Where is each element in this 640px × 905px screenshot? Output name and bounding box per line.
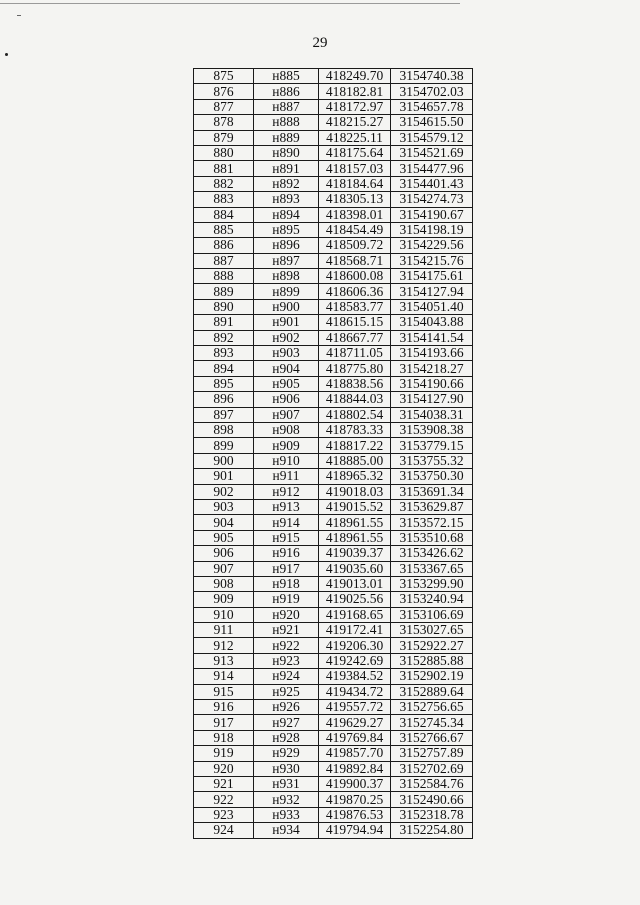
point-id-cell: н919 <box>254 592 319 607</box>
point-id-cell: н903 <box>254 346 319 361</box>
row-number-cell: 888 <box>194 269 254 284</box>
y-coordinate-cell: 3153027.65 <box>391 623 473 638</box>
row-number-cell: 903 <box>194 499 254 514</box>
point-id-cell: н933 <box>254 807 319 822</box>
y-coordinate-cell: 3154274.73 <box>391 192 473 207</box>
x-coordinate-cell: 419629.27 <box>319 715 391 730</box>
y-coordinate-cell: 3154198.19 <box>391 222 473 237</box>
table-row <box>194 330 473 345</box>
row-number-cell: 906 <box>194 546 254 561</box>
y-coordinate-cell: 3154193.66 <box>391 346 473 361</box>
row-number-cell: 912 <box>194 638 254 653</box>
x-coordinate-cell: 418175.64 <box>319 145 391 160</box>
y-coordinate-cell: 3152254.80 <box>391 823 473 838</box>
y-coordinate-cell: 3152584.76 <box>391 776 473 791</box>
table-row <box>194 684 473 699</box>
x-coordinate-cell: 418817.22 <box>319 438 391 453</box>
x-coordinate-cell: 419172.41 <box>319 623 391 638</box>
y-coordinate-cell: 3153629.87 <box>391 499 473 514</box>
table-row <box>194 669 473 684</box>
table-row <box>194 730 473 745</box>
y-coordinate-cell: 3153755.32 <box>391 453 473 468</box>
x-coordinate-cell: 419434.72 <box>319 684 391 699</box>
table-row <box>194 130 473 145</box>
row-number-cell: 892 <box>194 330 254 345</box>
y-coordinate-cell: 3153367.65 <box>391 561 473 576</box>
y-coordinate-cell: 3154127.90 <box>391 392 473 407</box>
table-row <box>194 69 473 84</box>
point-id-cell: н889 <box>254 130 319 145</box>
point-id-cell: н895 <box>254 222 319 237</box>
x-coordinate-cell: 418965.32 <box>319 469 391 484</box>
y-coordinate-cell: 3152885.88 <box>391 653 473 668</box>
point-id-cell: н922 <box>254 638 319 653</box>
row-number-cell: 885 <box>194 222 254 237</box>
table-row <box>194 284 473 299</box>
table-row <box>194 453 473 468</box>
y-coordinate-cell: 3154215.76 <box>391 253 473 268</box>
x-coordinate-cell: 418885.00 <box>319 453 391 468</box>
x-coordinate-cell: 418184.64 <box>319 176 391 191</box>
x-coordinate-cell: 419557.72 <box>319 700 391 715</box>
x-coordinate-cell: 418600.08 <box>319 269 391 284</box>
x-coordinate-cell: 418305.13 <box>319 192 391 207</box>
point-id-cell: н921 <box>254 623 319 638</box>
row-number-cell: 916 <box>194 700 254 715</box>
x-coordinate-cell: 418844.03 <box>319 392 391 407</box>
point-id-cell: н893 <box>254 192 319 207</box>
row-number-cell: 886 <box>194 238 254 253</box>
y-coordinate-cell: 3154190.67 <box>391 207 473 222</box>
table-row <box>194 115 473 130</box>
point-id-cell: н897 <box>254 253 319 268</box>
table-row <box>194 653 473 668</box>
x-coordinate-cell: 418509.72 <box>319 238 391 253</box>
row-number-cell: 915 <box>194 684 254 699</box>
x-coordinate-cell: 418182.81 <box>319 84 391 99</box>
row-number-cell: 921 <box>194 776 254 791</box>
table-row <box>194 546 473 561</box>
top-rule <box>0 3 460 4</box>
point-id-cell: н915 <box>254 530 319 545</box>
y-coordinate-cell: 3154043.88 <box>391 315 473 330</box>
point-id-cell: н890 <box>254 145 319 160</box>
y-coordinate-cell: 3154038.31 <box>391 407 473 422</box>
row-number-cell: 914 <box>194 669 254 684</box>
table-row <box>194 823 473 838</box>
row-number-cell: 894 <box>194 361 254 376</box>
y-coordinate-cell: 3154657.78 <box>391 99 473 114</box>
x-coordinate-cell: 419900.37 <box>319 776 391 791</box>
x-coordinate-cell: 418583.77 <box>319 299 391 314</box>
table-row <box>194 176 473 191</box>
row-number-cell: 907 <box>194 561 254 576</box>
table-row <box>194 638 473 653</box>
row-number-cell: 922 <box>194 792 254 807</box>
table-row <box>194 746 473 761</box>
point-id-cell: н896 <box>254 238 319 253</box>
y-coordinate-cell: 3152702.69 <box>391 761 473 776</box>
point-id-cell: н894 <box>254 207 319 222</box>
y-coordinate-cell: 3152902.19 <box>391 669 473 684</box>
x-coordinate-cell: 418838.56 <box>319 376 391 391</box>
point-id-cell: н932 <box>254 792 319 807</box>
row-number-cell: 891 <box>194 315 254 330</box>
point-id-cell: н930 <box>254 761 319 776</box>
row-number-cell: 887 <box>194 253 254 268</box>
point-id-cell: н929 <box>254 746 319 761</box>
x-coordinate-cell: 418961.55 <box>319 515 391 530</box>
table-row <box>194 161 473 176</box>
y-coordinate-cell: 3154477.96 <box>391 161 473 176</box>
point-id-cell: н914 <box>254 515 319 530</box>
y-coordinate-cell: 3154218.27 <box>391 361 473 376</box>
table-row <box>194 392 473 407</box>
y-coordinate-cell: 3152757.89 <box>391 746 473 761</box>
row-number-cell: 879 <box>194 130 254 145</box>
x-coordinate-cell: 419857.70 <box>319 746 391 761</box>
y-coordinate-cell: 3152889.64 <box>391 684 473 699</box>
coordinates-table <box>193 68 473 839</box>
x-coordinate-cell: 419015.52 <box>319 499 391 514</box>
x-coordinate-cell: 419168.65 <box>319 607 391 622</box>
point-id-cell: н906 <box>254 392 319 407</box>
table-row <box>194 299 473 314</box>
point-id-cell: н892 <box>254 176 319 191</box>
row-number-cell: 900 <box>194 453 254 468</box>
row-number-cell: 895 <box>194 376 254 391</box>
x-coordinate-cell: 418802.54 <box>319 407 391 422</box>
row-number-cell: 918 <box>194 730 254 745</box>
row-number-cell: 901 <box>194 469 254 484</box>
point-id-cell: н891 <box>254 161 319 176</box>
point-id-cell: н911 <box>254 469 319 484</box>
table-row <box>194 361 473 376</box>
row-number-cell: 897 <box>194 407 254 422</box>
table-row <box>194 515 473 530</box>
x-coordinate-cell: 419892.84 <box>319 761 391 776</box>
x-coordinate-cell: 418711.05 <box>319 346 391 361</box>
y-coordinate-cell: 3153426.62 <box>391 546 473 561</box>
row-number-cell: 876 <box>194 84 254 99</box>
table-row <box>194 700 473 715</box>
point-id-cell: н909 <box>254 438 319 453</box>
y-coordinate-cell: 3152756.65 <box>391 700 473 715</box>
point-id-cell: н901 <box>254 315 319 330</box>
y-coordinate-cell: 3153106.69 <box>391 607 473 622</box>
x-coordinate-cell: 418783.33 <box>319 422 391 437</box>
table-row <box>194 776 473 791</box>
table-row <box>194 607 473 622</box>
table-row <box>194 376 473 391</box>
y-coordinate-cell: 3152745.34 <box>391 715 473 730</box>
table-row <box>194 499 473 514</box>
x-coordinate-cell: 419242.69 <box>319 653 391 668</box>
y-coordinate-cell: 3154740.38 <box>391 69 473 84</box>
table-row <box>194 422 473 437</box>
point-id-cell: н885 <box>254 69 319 84</box>
table-row <box>194 469 473 484</box>
row-number-cell: 875 <box>194 69 254 84</box>
x-coordinate-cell: 419876.53 <box>319 807 391 822</box>
point-id-cell: н907 <box>254 407 319 422</box>
table-row <box>194 346 473 361</box>
point-id-cell: н902 <box>254 330 319 345</box>
row-number-cell: 905 <box>194 530 254 545</box>
point-id-cell: н926 <box>254 700 319 715</box>
y-coordinate-cell: 3153299.90 <box>391 576 473 591</box>
point-id-cell: н927 <box>254 715 319 730</box>
x-coordinate-cell: 418615.15 <box>319 315 391 330</box>
x-coordinate-cell: 418775.80 <box>319 361 391 376</box>
table-row <box>194 84 473 99</box>
x-coordinate-cell: 419384.52 <box>319 669 391 684</box>
table-row <box>194 592 473 607</box>
y-coordinate-cell: 3154229.56 <box>391 238 473 253</box>
row-number-cell: 884 <box>194 207 254 222</box>
x-coordinate-cell: 418961.55 <box>319 530 391 545</box>
point-id-cell: н928 <box>254 730 319 745</box>
point-id-cell: н913 <box>254 499 319 514</box>
row-number-cell: 889 <box>194 284 254 299</box>
row-number-cell: 881 <box>194 161 254 176</box>
y-coordinate-cell: 3154051.40 <box>391 299 473 314</box>
table-row <box>194 807 473 822</box>
coordinates-table-body <box>194 69 473 839</box>
point-id-cell: н888 <box>254 115 319 130</box>
row-number-cell: 883 <box>194 192 254 207</box>
y-coordinate-cell: 3152922.27 <box>391 638 473 653</box>
x-coordinate-cell: 419870.25 <box>319 792 391 807</box>
table-row <box>194 761 473 776</box>
point-id-cell: н934 <box>254 823 319 838</box>
x-coordinate-cell: 419013.01 <box>319 576 391 591</box>
x-coordinate-cell: 418568.71 <box>319 253 391 268</box>
row-number-cell: 890 <box>194 299 254 314</box>
point-id-cell: н931 <box>254 776 319 791</box>
table-row <box>194 576 473 591</box>
x-coordinate-cell: 418606.36 <box>319 284 391 299</box>
row-number-cell: 893 <box>194 346 254 361</box>
y-coordinate-cell: 3154127.94 <box>391 284 473 299</box>
row-number-cell: 898 <box>194 422 254 437</box>
point-id-cell: н917 <box>254 561 319 576</box>
y-coordinate-cell: 3153750.30 <box>391 469 473 484</box>
table-row <box>194 792 473 807</box>
x-coordinate-cell: 418157.03 <box>319 161 391 176</box>
y-coordinate-cell: 3153572.15 <box>391 515 473 530</box>
y-coordinate-cell: 3154141.54 <box>391 330 473 345</box>
x-coordinate-cell: 418215.27 <box>319 115 391 130</box>
table-row <box>194 484 473 499</box>
x-coordinate-cell: 418454.49 <box>319 222 391 237</box>
point-id-cell: н920 <box>254 607 319 622</box>
table-row <box>194 530 473 545</box>
table-row <box>194 407 473 422</box>
point-id-cell: н904 <box>254 361 319 376</box>
row-number-cell: 911 <box>194 623 254 638</box>
row-number-cell: 899 <box>194 438 254 453</box>
y-coordinate-cell: 3152318.78 <box>391 807 473 822</box>
row-number-cell: 880 <box>194 145 254 160</box>
table-row <box>194 315 473 330</box>
scan-speck <box>17 15 21 16</box>
page-number: 29 <box>312 35 328 51</box>
point-id-cell: н916 <box>254 546 319 561</box>
y-coordinate-cell: 3154702.03 <box>391 84 473 99</box>
row-number-cell: 882 <box>194 176 254 191</box>
point-id-cell: н900 <box>254 299 319 314</box>
y-coordinate-cell: 3154401.43 <box>391 176 473 191</box>
point-id-cell: н887 <box>254 99 319 114</box>
y-coordinate-cell: 3154175.61 <box>391 269 473 284</box>
x-coordinate-cell: 418225.11 <box>319 130 391 145</box>
row-number-cell: 913 <box>194 653 254 668</box>
point-id-cell: н924 <box>254 669 319 684</box>
table-row <box>194 715 473 730</box>
x-coordinate-cell: 418667.77 <box>319 330 391 345</box>
y-coordinate-cell: 3153510.68 <box>391 530 473 545</box>
x-coordinate-cell: 419035.60 <box>319 561 391 576</box>
point-id-cell: н899 <box>254 284 319 299</box>
point-id-cell: н910 <box>254 453 319 468</box>
x-coordinate-cell: 419025.56 <box>319 592 391 607</box>
row-number-cell: 917 <box>194 715 254 730</box>
row-number-cell: 902 <box>194 484 254 499</box>
point-id-cell: н925 <box>254 684 319 699</box>
table-row <box>194 192 473 207</box>
row-number-cell: 924 <box>194 823 254 838</box>
y-coordinate-cell: 3153908.38 <box>391 422 473 437</box>
x-coordinate-cell: 418172.97 <box>319 99 391 114</box>
table-row <box>194 207 473 222</box>
x-coordinate-cell: 419769.84 <box>319 730 391 745</box>
y-coordinate-cell: 3154190.66 <box>391 376 473 391</box>
table-row <box>194 145 473 160</box>
row-number-cell: 908 <box>194 576 254 591</box>
row-number-cell: 920 <box>194 761 254 776</box>
table-row <box>194 438 473 453</box>
y-coordinate-cell: 3154615.50 <box>391 115 473 130</box>
y-coordinate-cell: 3153240.94 <box>391 592 473 607</box>
table-row <box>194 561 473 576</box>
x-coordinate-cell: 419206.30 <box>319 638 391 653</box>
table-row <box>194 623 473 638</box>
row-number-cell: 904 <box>194 515 254 530</box>
point-id-cell: н918 <box>254 576 319 591</box>
table-row <box>194 238 473 253</box>
row-number-cell: 910 <box>194 607 254 622</box>
y-coordinate-cell: 3153779.15 <box>391 438 473 453</box>
row-number-cell: 909 <box>194 592 254 607</box>
x-coordinate-cell: 418398.01 <box>319 207 391 222</box>
row-number-cell: 878 <box>194 115 254 130</box>
table-row <box>194 222 473 237</box>
row-number-cell: 877 <box>194 99 254 114</box>
point-id-cell: н908 <box>254 422 319 437</box>
x-coordinate-cell: 419039.37 <box>319 546 391 561</box>
row-number-cell: 896 <box>194 392 254 407</box>
row-number-cell: 923 <box>194 807 254 822</box>
point-id-cell: н923 <box>254 653 319 668</box>
y-coordinate-cell: 3154521.69 <box>391 145 473 160</box>
y-coordinate-cell: 3152766.67 <box>391 730 473 745</box>
x-coordinate-cell: 419794.94 <box>319 823 391 838</box>
point-id-cell: н905 <box>254 376 319 391</box>
x-coordinate-cell: 419018.03 <box>319 484 391 499</box>
table-row <box>194 269 473 284</box>
y-coordinate-cell: 3154579.12 <box>391 130 473 145</box>
y-coordinate-cell: 3152490.66 <box>391 792 473 807</box>
x-coordinate-cell: 418249.70 <box>319 69 391 84</box>
y-coordinate-cell: 3153691.34 <box>391 484 473 499</box>
table-row <box>194 99 473 114</box>
point-id-cell: н898 <box>254 269 319 284</box>
point-id-cell: н912 <box>254 484 319 499</box>
row-number-cell: 919 <box>194 746 254 761</box>
scan-speck <box>5 53 8 56</box>
point-id-cell: н886 <box>254 84 319 99</box>
table-row <box>194 253 473 268</box>
